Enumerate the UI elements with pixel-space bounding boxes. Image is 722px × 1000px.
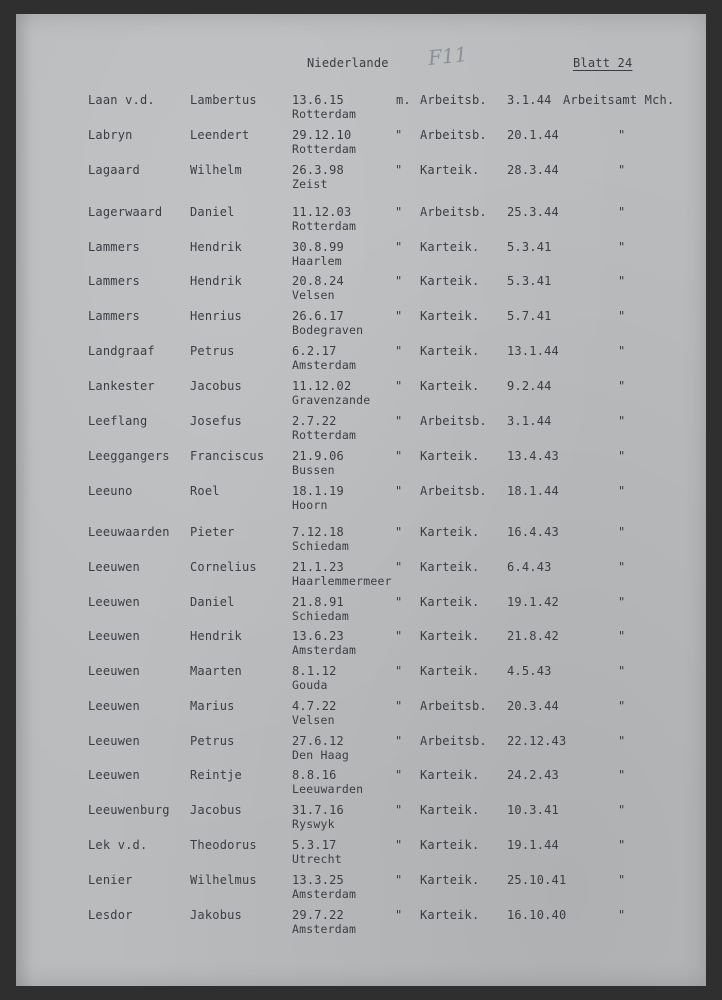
register-office: " — [618, 629, 626, 643]
register-first-name: Roel — [190, 484, 220, 498]
register-row — [0, 734, 722, 768]
register-birth-date: 11.12.03 — [292, 205, 352, 219]
register-sex: " — [395, 734, 403, 748]
register-row — [0, 908, 722, 942]
register-office: " — [618, 274, 626, 288]
register-birth-place: Zeist — [292, 177, 328, 191]
register-sex: " — [395, 595, 403, 609]
register-first-name: Hendrik — [190, 240, 242, 254]
register-office: " — [618, 128, 626, 142]
register-source: Karteik. — [420, 873, 480, 887]
register-birth-place: Schiedam — [292, 609, 349, 623]
register-sex: " — [395, 838, 403, 852]
register-registration-date: 16.4.43 — [507, 525, 559, 539]
register-registration-date: 6.4.43 — [507, 560, 552, 574]
register-source: Karteik. — [420, 163, 480, 177]
register-sex: " — [395, 449, 403, 463]
register-row — [0, 629, 722, 663]
register-birth-date: 18.1.19 — [292, 484, 344, 498]
register-surname: Leeuwen — [88, 560, 140, 574]
register-office: " — [618, 379, 626, 393]
register-office: " — [618, 908, 626, 922]
register-source: Karteik. — [420, 768, 480, 782]
register-surname: Lammers — [88, 309, 140, 323]
register-birth-date: 8.1.12 — [292, 664, 337, 678]
register-first-name: Wilhelm — [190, 163, 242, 177]
register-birth-date: 21.8.91 — [292, 595, 344, 609]
register-birth-date: 13.3.25 — [292, 873, 344, 887]
register-office: " — [618, 734, 626, 748]
register-surname: Leeuwaarden — [88, 525, 170, 539]
register-surname: Leeuwen — [88, 629, 140, 643]
register-birth-date: 29.7.22 — [292, 908, 344, 922]
register-sex: " — [395, 803, 403, 817]
register-birth-place: Amsterdam — [292, 643, 357, 657]
register-birth-place: Schiedam — [292, 539, 349, 553]
register-birth-date: 20.8.24 — [292, 274, 344, 288]
register-birth-date: 4.7.22 — [292, 699, 337, 713]
register-source: Karteik. — [420, 525, 480, 539]
register-birth-date: 27.6.12 — [292, 734, 344, 748]
register-office: " — [618, 768, 626, 782]
register-sex: " — [395, 128, 403, 142]
register-first-name: Leendert — [190, 128, 250, 142]
register-registration-date: 16.10.40 — [507, 908, 567, 922]
register-source: Karteik. — [420, 379, 480, 393]
register-office: " — [618, 699, 626, 713]
register-birth-place: Velsen — [292, 713, 335, 727]
register-first-name: Franciscus — [190, 449, 265, 463]
register-registration-date: 10.3.41 — [507, 803, 559, 817]
register-row — [0, 240, 722, 274]
register-source: Arbeitsb. — [420, 128, 487, 142]
register-source: Karteik. — [420, 449, 480, 463]
register-source: Arbeitsb. — [420, 484, 487, 498]
register-first-name: Daniel — [190, 205, 235, 219]
register-surname: Laan v.d. — [88, 93, 155, 107]
register-sex: " — [395, 908, 403, 922]
register-row — [0, 93, 722, 127]
register-surname: Leeflang — [88, 414, 148, 428]
register-sex: " — [395, 629, 403, 643]
register-sex: " — [395, 414, 403, 428]
register-office: " — [618, 309, 626, 323]
register-birth-place: Gravenzande — [292, 393, 371, 407]
register-row — [0, 560, 722, 594]
register-office: " — [618, 838, 626, 852]
register-source: Karteik. — [420, 560, 480, 574]
register-birth-place: Amsterdam — [292, 922, 357, 936]
register-birth-date: 13.6.23 — [292, 629, 344, 643]
register-office: " — [618, 344, 626, 358]
register-surname: Leeuwen — [88, 664, 140, 678]
register-first-name: Henrius — [190, 309, 242, 323]
register-office: " — [618, 664, 626, 678]
register-office: " — [618, 595, 626, 609]
register-first-name: Josefus — [190, 414, 242, 428]
register-office: " — [618, 484, 626, 498]
register-registration-date: 5.3.41 — [507, 240, 552, 254]
register-row — [0, 449, 722, 483]
register-sex: " — [395, 379, 403, 393]
register-office: " — [618, 525, 626, 539]
register-surname: Lammers — [88, 240, 140, 254]
register-surname: Labryn — [88, 128, 133, 142]
register-birth-date: 30.8.99 — [292, 240, 344, 254]
register-sex: " — [395, 309, 403, 323]
register-surname: Leeuwen — [88, 768, 140, 782]
register-source: Arbeitsb. — [420, 205, 487, 219]
register-birth-place: Utrecht — [292, 852, 342, 866]
register-birth-place: Amsterdam — [292, 887, 357, 901]
register-office: " — [618, 560, 626, 574]
register-source: Karteik. — [420, 803, 480, 817]
register-source: Karteik. — [420, 629, 480, 643]
register-first-name: Daniel — [190, 595, 235, 609]
register-row — [0, 344, 722, 378]
register-birth-date: 11.12.02 — [292, 379, 352, 393]
register-row — [0, 595, 722, 629]
register-source: Karteik. — [420, 595, 480, 609]
register-registration-date: 13.4.43 — [507, 449, 559, 463]
register-birth-place: Ryswyk — [292, 817, 335, 831]
register-source: Arbeitsb. — [420, 414, 487, 428]
register-surname: Leeggangers — [88, 449, 170, 463]
register-birth-place: Rotterdam — [292, 142, 357, 156]
register-office: " — [618, 205, 626, 219]
register-first-name: Jakobus — [190, 908, 242, 922]
register-surname: Lek v.d. — [88, 838, 148, 852]
register-office: " — [618, 449, 626, 463]
register-surname: Leeuwen — [88, 595, 140, 609]
register-birth-date: 6.2.17 — [292, 344, 337, 358]
register-birth-date: 21.1.23 — [292, 560, 344, 574]
register-sex: " — [395, 664, 403, 678]
register-sex: " — [395, 344, 403, 358]
register-row — [0, 128, 722, 162]
register-row — [0, 379, 722, 413]
register-sex: m. — [396, 93, 411, 107]
register-office: " — [618, 414, 626, 428]
register-surname: Lagaard — [88, 163, 140, 177]
register-row — [0, 873, 722, 907]
register-surname: Lenier — [88, 873, 133, 887]
register-row — [0, 414, 722, 448]
register-source: Arbeitsb. — [420, 734, 487, 748]
handwritten-mark: F11 — [426, 42, 469, 70]
register-source: Karteik. — [420, 664, 480, 678]
register-sex: " — [395, 240, 403, 254]
register-registration-date: 5.7.41 — [507, 309, 552, 323]
register-birth-place: Rotterdam — [292, 219, 357, 233]
register-row — [0, 163, 722, 197]
register-source: Karteik. — [420, 838, 480, 852]
register-first-name: Marius — [190, 699, 235, 713]
register-first-name: Jacobus — [190, 379, 242, 393]
register-birth-place: Amsterdam — [292, 358, 357, 372]
register-row — [0, 484, 722, 518]
register-registration-date: 13.1.44 — [507, 344, 559, 358]
register-birth-place: Haarlem — [292, 254, 342, 268]
register-office: " — [618, 873, 626, 887]
register-first-name: Petrus — [190, 344, 235, 358]
register-row — [0, 205, 722, 239]
register-source: Arbeitsb. — [420, 93, 487, 107]
register-birth-place: Hoorn — [292, 498, 328, 512]
register-source: Karteik. — [420, 274, 480, 288]
register-registration-date: 28.3.44 — [507, 163, 559, 177]
register-surname: Leeuwenburg — [88, 803, 170, 817]
register-first-name: Cornelius — [190, 560, 257, 574]
register-birth-place: Den Haag — [292, 748, 349, 762]
register-first-name: Reintje — [190, 768, 242, 782]
register-registration-date: 22.12.43 — [507, 734, 567, 748]
register-office: " — [618, 240, 626, 254]
register-first-name: Pieter — [190, 525, 235, 539]
register-birth-place: Bodegraven — [292, 323, 364, 337]
register-source: Karteik. — [420, 344, 480, 358]
register-birth-date: 26.6.17 — [292, 309, 344, 323]
register-row — [0, 838, 722, 872]
register-row — [0, 274, 722, 308]
register-registration-date: 20.3.44 — [507, 699, 559, 713]
register-office: " — [618, 803, 626, 817]
register-surname: Lankester — [88, 379, 155, 393]
register-first-name: Theodorus — [190, 838, 257, 852]
register-surname: Lesdor — [88, 908, 133, 922]
register-source: Karteik. — [420, 309, 480, 323]
register-sex: " — [395, 163, 403, 177]
register-row — [0, 664, 722, 698]
header-country: Niederlande — [307, 56, 389, 70]
register-birth-place: Rotterdam — [292, 107, 357, 121]
register-sex: " — [395, 525, 403, 539]
register-registration-date: 9.2.44 — [507, 379, 552, 393]
register-birth-place: Gouda — [292, 678, 328, 692]
register-registration-date: 25.3.44 — [507, 205, 559, 219]
register-sex: " — [395, 768, 403, 782]
register-birth-place: Rotterdam — [292, 428, 357, 442]
register-registration-date: 24.2.43 — [507, 768, 559, 782]
register-registration-date: 19.1.42 — [507, 595, 559, 609]
register-birth-date: 7.12.18 — [292, 525, 344, 539]
register-surname: Leeuwen — [88, 699, 140, 713]
register-row — [0, 699, 722, 733]
register-birth-date: 31.7.16 — [292, 803, 344, 817]
register-birth-date: 8.8.16 — [292, 768, 337, 782]
register-first-name: Lambertus — [190, 93, 257, 107]
register-source: Arbeitsb. — [420, 699, 487, 713]
register-birth-date: 29.12.10 — [292, 128, 352, 142]
register-first-name: Maarten — [190, 664, 242, 678]
register-office: " — [618, 163, 626, 177]
register-row — [0, 309, 722, 343]
register-first-name: Wilhelmus — [190, 873, 257, 887]
register-sex: " — [395, 484, 403, 498]
register-registration-date: 5.3.41 — [507, 274, 552, 288]
register-first-name: Jacobus — [190, 803, 242, 817]
register-surname: Leeuno — [88, 484, 133, 498]
register-registration-date: 3.1.44 — [507, 93, 552, 107]
register-birth-date: 26.3.98 — [292, 163, 344, 177]
register-sex: " — [395, 873, 403, 887]
register-office: Arbeitsamt Mch. — [563, 93, 675, 107]
register-source: Karteik. — [420, 908, 480, 922]
register-surname: Lagerwaard — [88, 205, 163, 219]
register-registration-date: 20.1.44 — [507, 128, 559, 142]
register-first-name: Hendrik — [190, 629, 242, 643]
register-birth-place: Leeuwarden — [292, 782, 364, 796]
register-registration-date: 21.8.42 — [507, 629, 559, 643]
register-row — [0, 803, 722, 837]
register-birth-place: Haarlemmermeer — [292, 574, 392, 588]
register-birth-date: 21.9.06 — [292, 449, 344, 463]
register-sex: " — [395, 205, 403, 219]
register-row — [0, 768, 722, 802]
register-sex: " — [395, 560, 403, 574]
register-first-name: Petrus — [190, 734, 235, 748]
register-first-name: Hendrik — [190, 274, 242, 288]
register-surname: Landgraaf — [88, 344, 155, 358]
register-birth-date: 5.3.17 — [292, 838, 337, 852]
register-registration-date: 4.5.43 — [507, 664, 552, 678]
header-sheet-number: Blatt 24 — [573, 56, 633, 70]
register-birth-date: 2.7.22 — [292, 414, 337, 428]
register-birth-date: 13.6.15 — [292, 93, 344, 107]
register-registration-date: 19.1.44 — [507, 838, 559, 852]
register-registration-date: 25.10.41 — [507, 873, 567, 887]
register-source: Karteik. — [420, 240, 480, 254]
register-birth-place: Bussen — [292, 463, 335, 477]
register-sex: " — [395, 699, 403, 713]
register-surname: Leeuwen — [88, 734, 140, 748]
register-registration-date: 3.1.44 — [507, 414, 552, 428]
register-registration-date: 18.1.44 — [507, 484, 559, 498]
register-row — [0, 525, 722, 559]
register-sex: " — [395, 274, 403, 288]
register-birth-place: Velsen — [292, 288, 335, 302]
register-surname: Lammers — [88, 274, 140, 288]
